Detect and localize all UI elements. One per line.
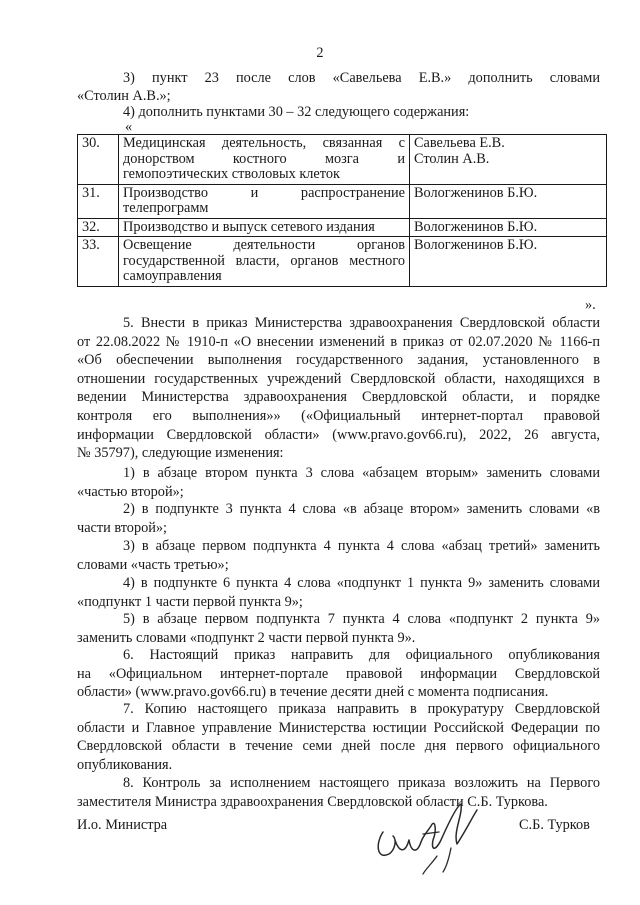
text-line: 6. Настоящий приказ направить для официального опубликования xyxy=(123,647,600,663)
page-number: 2 xyxy=(316,45,324,61)
paragraph-6 xyxy=(77,646,600,702)
signatory-title: И.о. Министра xyxy=(77,817,168,833)
activity-line: телепрограмм xyxy=(123,200,209,216)
responsible-person: Савельева Е.В. xyxy=(414,135,505,151)
responsible-cell xyxy=(410,184,607,218)
text-line: 8. Контроль за исполнением настоящего приказа возложить на Первого xyxy=(123,775,600,791)
responsible-cell xyxy=(410,218,607,237)
text-line: опубликования. xyxy=(77,756,173,773)
text-line: № 35797), следующие изменения: xyxy=(77,445,284,462)
activity-line: гемопоэтических стволовых клеток xyxy=(123,166,340,182)
responsibility-table xyxy=(77,134,607,287)
activity-line: донорством костного мозга и xyxy=(123,150,405,167)
item-4 xyxy=(77,574,600,611)
text-line: ведении Министерства здравоохранения Свердловской области, и порядке xyxy=(77,389,600,406)
text-line: Свердловской области в течение семи дней после дня первого официального xyxy=(77,738,600,755)
item-1 xyxy=(77,464,600,501)
text-line: 7. Копию настоящего приказа направить в прокуратуру Свердловской xyxy=(123,701,600,717)
intro-line-3: 4) дополнить пунктами 30 – 32 следующего содержания: xyxy=(123,104,470,120)
row-number: 33. xyxy=(78,237,119,287)
text-line: на «Официальном интернет-портале правовой информации Свердловской xyxy=(77,665,600,682)
responsible-cell xyxy=(410,135,607,185)
text-line: 5. Внести в приказ Министерства здравоохранения Свердловской области xyxy=(123,315,600,331)
responsible-person: Вологженинов Б.Ю. xyxy=(414,184,538,201)
responsible-cell xyxy=(410,237,607,287)
signatory-name: С.Б. Турков xyxy=(519,817,590,833)
item-3 xyxy=(77,537,600,574)
text-line: отношении государственных учреждений Свердловской области, находящихся в xyxy=(77,370,600,387)
intro-line-2: «Столин А.В.»; xyxy=(77,88,171,104)
activity-line: Производство и выпуск сетевого издания xyxy=(123,218,375,235)
activity-line: государственной власти, органов местного xyxy=(123,252,405,269)
text-line: контроля его выполнения»» («Официальный интернет-портал правовой xyxy=(77,407,600,424)
table-row xyxy=(78,218,607,237)
activity-line: самоуправления xyxy=(123,268,222,284)
row-number: 32. xyxy=(78,218,119,237)
text-line: области» (www.pravo.gov66.ru) в течение десяти дней с момента подписания. xyxy=(77,684,549,701)
table-row xyxy=(78,184,607,218)
text-line: «частью второй»; xyxy=(77,483,184,500)
table-row xyxy=(78,135,607,185)
text-line: 5) в абзаце первом подпункта 7 пункта 4 слова «подпункт 2 пункта 9» xyxy=(123,611,600,627)
responsible-person: Столин А.В. xyxy=(414,150,490,167)
paragraph-5 xyxy=(77,314,600,463)
text-line: области и Главное управление Министерства юстиции Российской Федерации по xyxy=(77,719,600,736)
row-number: 31. xyxy=(78,184,119,218)
activity-cell xyxy=(119,135,410,185)
activity-cell xyxy=(119,218,410,237)
item-2 xyxy=(77,500,600,537)
table-row xyxy=(78,237,607,287)
text-line: 1) в абзаце втором пункта 3 слова «абзацем вторым» заменить словами xyxy=(123,465,600,481)
paragraph-7 xyxy=(77,700,600,774)
paragraph-8 xyxy=(77,774,600,811)
text-line: 2) в подпункте 3 пункта 4 слова «в абзаце втором» заменить словами «в xyxy=(123,501,600,517)
activity-line: Медицинская деятельность, связанная с xyxy=(123,135,405,151)
handwritten-signature xyxy=(365,796,495,876)
text-line: заменить словами «подпункт 2 части первой пункта 9». xyxy=(77,629,416,646)
text-line: заместителя Министра здравоохранения Свердловской области С.Б. Туркова. xyxy=(77,793,548,810)
text-line: части второй»; xyxy=(77,519,168,536)
intro-line-1: 3) пункт 23 после слов «Савельева Е.В.» дополнить словами xyxy=(123,70,600,86)
activity-line: Освещение деятельности органов xyxy=(123,237,405,253)
text-line: 4) в подпункте 6 пункта 4 слова «подпункт 1 пункта 9» заменить словами xyxy=(123,575,600,591)
responsible-person: Вологженинов Б.Ю. xyxy=(414,218,538,235)
text-line: 3) в абзаце первом подпункта 4 пункта 4 слова «абзац третий» заменить xyxy=(123,538,600,554)
text-line: от 22.08.2022 № 1910-п «О внесении изменений в приказ от 02.07.2020 № 1166-п xyxy=(77,333,600,350)
activity-cell xyxy=(119,237,410,287)
item-5 xyxy=(77,610,600,647)
close-quote: ». xyxy=(585,297,596,313)
open-quote: « xyxy=(125,119,133,135)
activity-line: Производство и распространение xyxy=(123,184,405,201)
text-line: «подпункт 1 части первой пункта 9»; xyxy=(77,593,303,610)
text-line: информации Свердловской области» (www.pravo.gov66.ru), 2022, 26 августа, xyxy=(77,426,600,443)
activity-cell xyxy=(119,184,410,218)
row-number: 30. xyxy=(78,135,119,185)
responsible-person: Вологженинов Б.Ю. xyxy=(414,237,538,253)
text-line: «Об обеспечении выполнения государственного задания, установленного в xyxy=(77,352,600,369)
text-line: словами «часть третью»; xyxy=(77,556,229,573)
